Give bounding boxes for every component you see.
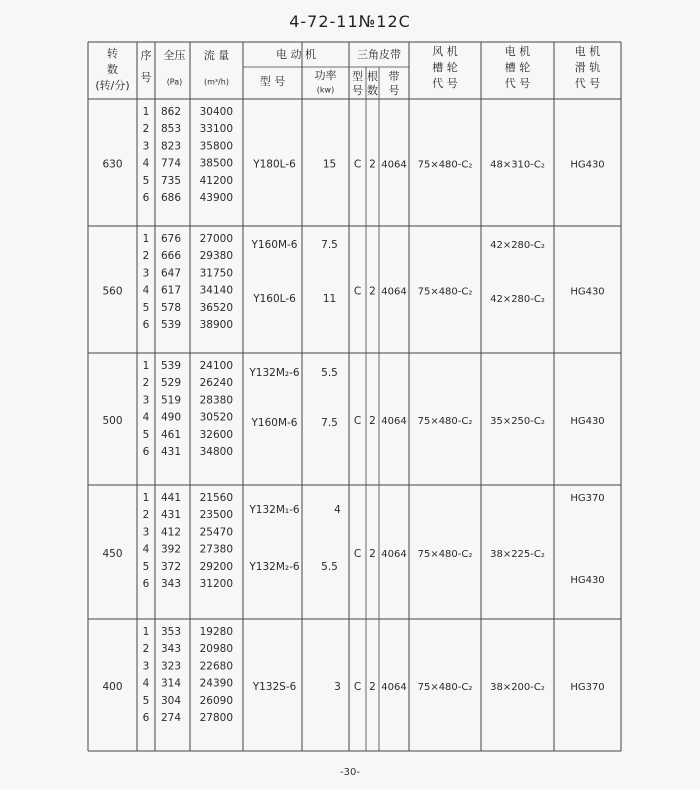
belt-type: C (353, 285, 362, 298)
fan-pulley-code: 75×480-C₂ (417, 159, 473, 171)
header-motor-rail: 滑 轨 (574, 61, 601, 74)
row-pressure: 490 (161, 411, 182, 424)
row-pressure: 862 (161, 106, 182, 118)
row-seq: 6 (142, 192, 150, 204)
row-pressure: 431 (161, 446, 182, 458)
header-motor: 电 动 机 (276, 48, 316, 61)
row-pressure: 666 (161, 250, 182, 263)
row-seq: 4 (142, 543, 150, 556)
row-flow: 25470 (199, 526, 233, 539)
header-seq: 号 (140, 71, 152, 84)
belt-count: 2 (369, 681, 376, 693)
row-flow: 35800 (199, 140, 233, 153)
belt-count: 2 (369, 548, 376, 560)
header-belt: 三角皮带 (357, 48, 401, 61)
header-motor-model: 型 号 (259, 75, 286, 88)
row-seq: 6 (142, 446, 150, 458)
motor-model: Y132M₂-6 (249, 367, 300, 379)
table-text (95, 44, 604, 724)
row-seq: 1 (142, 106, 150, 118)
row-pressure: 372 (161, 560, 182, 573)
header-belt-type: 号 (352, 84, 363, 97)
header-belt-count: 根 (367, 70, 378, 83)
row-seq: 4 (142, 157, 150, 170)
row-flow: 24390 (199, 677, 233, 690)
row-flow: 19280 (199, 626, 233, 638)
row-seq: 3 (142, 660, 150, 673)
header-pressure: (Pa) (166, 77, 183, 87)
motor-power: 11 (322, 293, 337, 305)
row-pressure: 274 (161, 712, 182, 724)
row-pressure: 392 (161, 543, 182, 556)
row-flow: 24100 (199, 360, 233, 372)
motor-model: Y160L-6 (253, 293, 296, 305)
header-belt-count: 数 (367, 84, 378, 97)
row-pressure: 343 (161, 643, 182, 656)
row-flow: 38500 (199, 157, 233, 170)
row-pressure: 519 (161, 394, 182, 407)
row-seq: 3 (142, 267, 150, 280)
row-flow: 41200 (199, 174, 233, 187)
row-pressure: 539 (161, 319, 182, 331)
row-pressure: 353 (161, 626, 182, 638)
motor-model: Y132M₂-6 (249, 561, 300, 573)
row-seq: 6 (142, 319, 150, 331)
row-pressure: 412 (161, 526, 182, 539)
row-flow: 28380 (199, 394, 233, 407)
row-flow: 31200 (199, 578, 233, 590)
header-pressure: 全压 (163, 49, 186, 62)
row-seq: 5 (142, 694, 150, 707)
row-pressure: 529 (161, 377, 182, 390)
row-flow: 21560 (199, 492, 233, 504)
motor-rail-code: HG430 (570, 286, 605, 298)
motor-rail-code: HG370 (570, 682, 605, 693)
speed-value: 500 (102, 415, 123, 427)
header-motor-power: (kw) (316, 85, 335, 95)
motor-pulley-code: 38×225-C₂ (490, 549, 545, 560)
header-fan-pulley: 风 机 (432, 45, 458, 58)
motor-rail-code: HG430 (570, 575, 605, 586)
row-seq: 6 (142, 578, 150, 590)
belt-type: C (353, 681, 362, 693)
header-motor-rail: 代 号 (574, 77, 601, 90)
header-speed: (转/分) (95, 79, 130, 92)
fan-pulley-code: 75×480-C₂ (417, 682, 473, 693)
row-pressure: 431 (161, 509, 182, 522)
header-motor-power: 功率 (314, 69, 337, 82)
header-belt-no: 带 (388, 70, 400, 83)
header-fan-pulley: 槽 轮 (432, 61, 458, 74)
header-speed: 转 (107, 47, 118, 60)
row-flow: 20980 (199, 643, 233, 656)
header-motor-pulley: 代 号 (504, 77, 531, 90)
belt-type: C (353, 548, 362, 560)
row-seq: 3 (142, 394, 150, 407)
header-fan-pulley: 代 号 (432, 77, 458, 90)
document-title: 4-72-11№12C (289, 12, 411, 31)
row-pressure: 617 (161, 284, 182, 297)
row-seq: 1 (142, 360, 150, 372)
row-seq: 4 (142, 284, 150, 297)
speed-value: 630 (102, 158, 123, 171)
row-flow: 22680 (199, 660, 233, 673)
row-pressure: 774 (161, 157, 182, 170)
header-belt-type: 型 (352, 70, 363, 83)
row-pressure: 686 (161, 192, 182, 204)
row-pressure: 343 (161, 578, 182, 590)
row-pressure: 578 (161, 301, 182, 314)
row-pressure: 441 (161, 492, 182, 504)
row-seq: 2 (142, 509, 150, 522)
row-seq: 3 (142, 526, 150, 539)
belt-type: C (353, 158, 362, 171)
speed-value: 560 (102, 285, 123, 298)
motor-power: 5.5 (321, 367, 338, 379)
row-flow: 23500 (199, 509, 233, 522)
header-motor-pulley: 电 机 (504, 45, 531, 58)
row-pressure: 304 (161, 694, 182, 707)
row-flow: 29200 (199, 560, 233, 573)
fan-pulley-code: 75×480-C₂ (417, 549, 473, 560)
row-pressure: 314 (161, 677, 182, 690)
row-flow: 34140 (199, 284, 233, 297)
motor-rail-code: HG370 (570, 493, 605, 504)
belt-count: 2 (369, 415, 376, 427)
motor-power: 3 (334, 681, 341, 693)
row-seq: 2 (142, 377, 150, 390)
motor-pulley-code: 38×200-C₂ (490, 682, 545, 693)
row-flow: 36520 (199, 301, 233, 314)
row-seq: 2 (142, 643, 150, 656)
header-flow: 流 量 (203, 49, 230, 62)
row-seq: 2 (142, 250, 150, 263)
motor-model: Y180L-6 (253, 158, 296, 171)
row-pressure: 676 (161, 233, 182, 245)
row-seq: 5 (142, 174, 150, 187)
row-seq: 5 (142, 301, 150, 314)
page-number: -30- (340, 767, 360, 778)
row-seq: 3 (142, 140, 150, 153)
row-seq: 1 (142, 233, 150, 245)
belt-no: 4064 (381, 682, 407, 693)
row-seq: 5 (142, 428, 150, 441)
row-pressure: 539 (161, 360, 182, 372)
row-pressure: 323 (161, 660, 182, 673)
motor-model: Y132M₁-6 (249, 504, 300, 516)
row-flow: 43900 (199, 192, 233, 204)
row-seq: 1 (142, 626, 150, 638)
speed-value: 400 (102, 681, 123, 693)
motor-power: 5.5 (321, 561, 338, 573)
header-motor-rail: 电 机 (574, 45, 601, 58)
header-flow: (m³/h) (203, 77, 230, 87)
row-flow: 27800 (199, 712, 233, 724)
belt-no: 4064 (381, 416, 407, 427)
fan-pulley-code: 75×480-C₂ (417, 416, 473, 427)
row-pressure: 735 (161, 174, 182, 187)
motor-pulley-code: 42×280-C₂ (490, 240, 545, 251)
row-seq: 4 (142, 411, 150, 424)
header-speed: 数 (107, 63, 118, 76)
row-pressure: 647 (161, 267, 182, 280)
belt-count: 2 (369, 158, 376, 171)
row-flow: 29380 (199, 250, 233, 263)
row-flow: 32600 (199, 428, 233, 441)
row-flow: 31750 (199, 267, 233, 280)
motor-model: Y160M-6 (251, 417, 298, 429)
belt-no: 4064 (381, 286, 407, 298)
row-flow: 38900 (199, 319, 233, 331)
row-flow: 27380 (199, 543, 233, 556)
row-pressure: 461 (161, 428, 182, 441)
row-seq: 6 (142, 712, 150, 724)
row-seq: 1 (142, 492, 150, 504)
row-pressure: 823 (161, 140, 182, 153)
header-belt-no: 号 (388, 84, 400, 97)
motor-pulley-code: 35×250-C₂ (490, 416, 545, 427)
fan-pulley-code: 75×480-C₂ (417, 286, 473, 298)
motor-model: Y160M-6 (251, 239, 298, 251)
belt-no: 4064 (381, 549, 407, 560)
motor-rail-code: HG430 (570, 416, 605, 427)
row-seq: 5 (142, 560, 150, 573)
row-flow: 30400 (199, 106, 233, 118)
row-pressure: 853 (161, 123, 182, 136)
belt-count: 2 (369, 285, 376, 298)
motor-power: 15 (322, 158, 337, 171)
row-flow: 30520 (199, 411, 233, 424)
speed-value: 450 (102, 548, 123, 560)
motor-rail-code: HG430 (570, 159, 605, 171)
row-flow: 27000 (199, 233, 233, 245)
row-flow: 33100 (199, 123, 233, 136)
motor-power: 4 (334, 504, 341, 516)
row-flow: 26090 (199, 694, 233, 707)
row-seq: 4 (142, 677, 150, 690)
belt-type: C (353, 415, 362, 427)
motor-pulley-code: 48×310-C₂ (490, 159, 545, 171)
row-flow: 26240 (199, 377, 233, 390)
motor-power: 7.5 (321, 239, 338, 251)
motor-pulley-code: 42×280-C₂ (490, 294, 545, 305)
header-motor-pulley: 槽 轮 (504, 61, 531, 74)
motor-power: 7.5 (321, 417, 338, 429)
motor-model: Y132S-6 (252, 681, 297, 693)
row-flow: 34800 (199, 446, 233, 458)
header-seq: 序 (140, 49, 152, 62)
row-seq: 2 (142, 123, 150, 136)
belt-no: 4064 (381, 159, 407, 171)
